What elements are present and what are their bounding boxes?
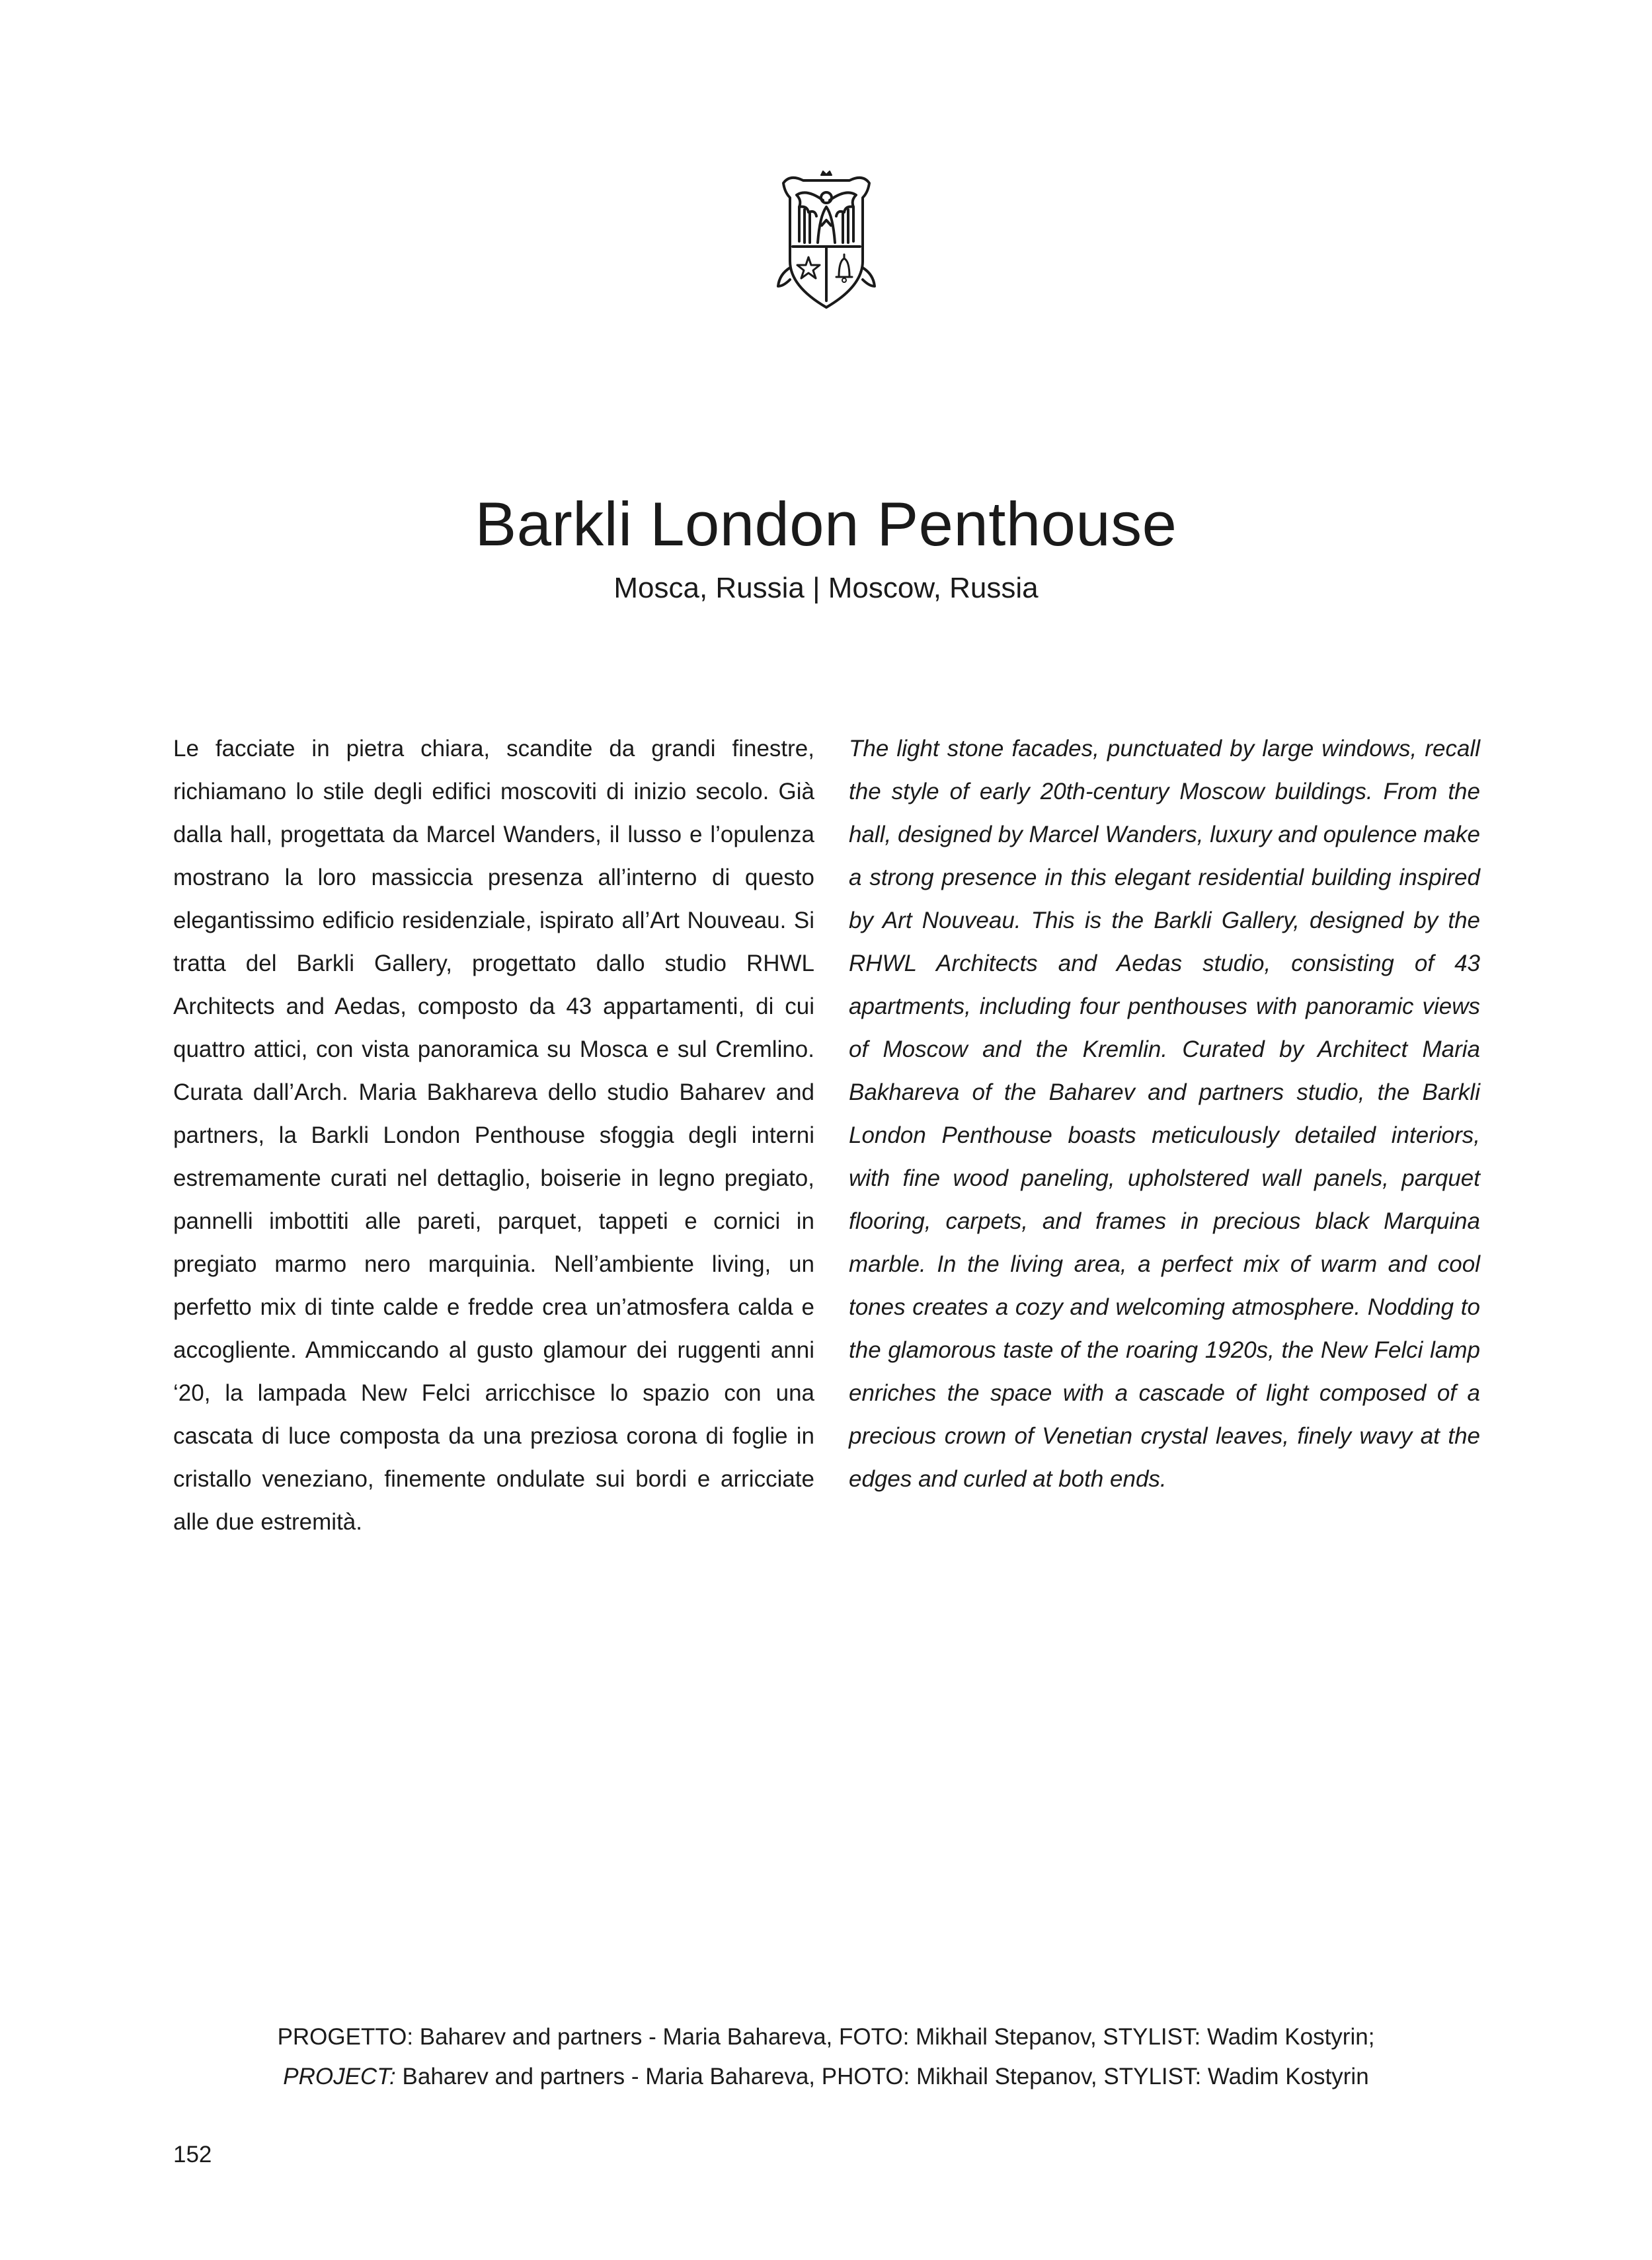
credits-english (0, 2057, 1652, 2097)
credits-english-label: PROJECT: (283, 2064, 396, 2089)
crest-logo-icon (770, 169, 883, 321)
page-number: 152 (173, 2142, 212, 2167)
italian-body-text: Le facciate in pietra chiara, scandite da grandi finestre, richiamano lo stile degli edifici moscoviti di inizio secolo. Già dalla hall, progettata da Marcel Wanders, il lusso e l’opulenza mostrano la loro massiccia presenza all’interno di questo elegantissimo edificio residenziale, ispirato all’Art Nouveau. Si tratta del Barkli Gallery, progettato dallo studio RHWL Architects and Aedas, composto da 43 appartamenti, di cui quattro attici, con vista panoramica su Mosca e sul Cremlino. Curata dall’Arch. Maria Bakhareva dello studio Baharev and partners, la Barkli London Penthouse sfoggia degli interni estremamente curati nel dettaglio, boiserie in legno pregiato, pannelli imbottiti alle pareti, parquet, tappeti e cornici in pregiato marmo nero marquinia. Nell’ambiente living, un perfetto mix di tinte calde e fredde crea un’atmosfera calda e accogliente. Ammiccando al gusto glamour dei ruggenti anni ‘20, la lampada New Felci arricchisce lo spazio con una cascata di luce composta da una preziosa corona di foglie in cristallo veneziano, finemente ondulate sui bordi e arricciate alle due estremità. (173, 736, 814, 1535)
credits (0, 2017, 1652, 2097)
credits-english-rest: Baharev and partners - Maria Bahareva, PHOTO: Mikhail Stepanov, STYLIST: Wadim Kostyrin (395, 2064, 1369, 2089)
page-title: Barkli London Penthouse (475, 489, 1177, 559)
english-body-text: The light stone facades, punctuated by large windows, recall the style of early 20th-century Moscow buildings. From the hall, designed by Marcel Wanders, luxury and opulence make a strong presence in this elegant residential building inspired by Art Nouveau. This is the Barkli Gallery, designed by the RHWL Architects and Aedas studio, consisting of 43 apartments, including four penthouses with panoramic views of Moscow and the Kremlin. Curated by Architect Maria Bakhareva of the Baharev and partners studio, the Barkli London Penthouse boasts meticulously detailed interiors, with fine wood paneling, upholstered wall panels, parquet flooring, carpets, and frames in precious black Marquina marble. In the living area, a perfect mix of warm and cool tones creates a cozy and welcoming atmosphere. Nodding to the glamorous taste of the roaring 1920s, the New Felci lamp enriches the space with a cascade of light composed of a precious crown of Venetian crystal leaves, finely wavy at the edges and curled at both ends. (849, 736, 1480, 1492)
credits-italian: PROGETTO: Baharev and partners - Maria Bahareva, FOTO: Mikhail Stepanov, STYLIST: Wadim Kostyrin; (277, 2024, 1375, 2050)
page-subtitle: Mosca, Russia | Moscow, Russia (613, 572, 1039, 604)
